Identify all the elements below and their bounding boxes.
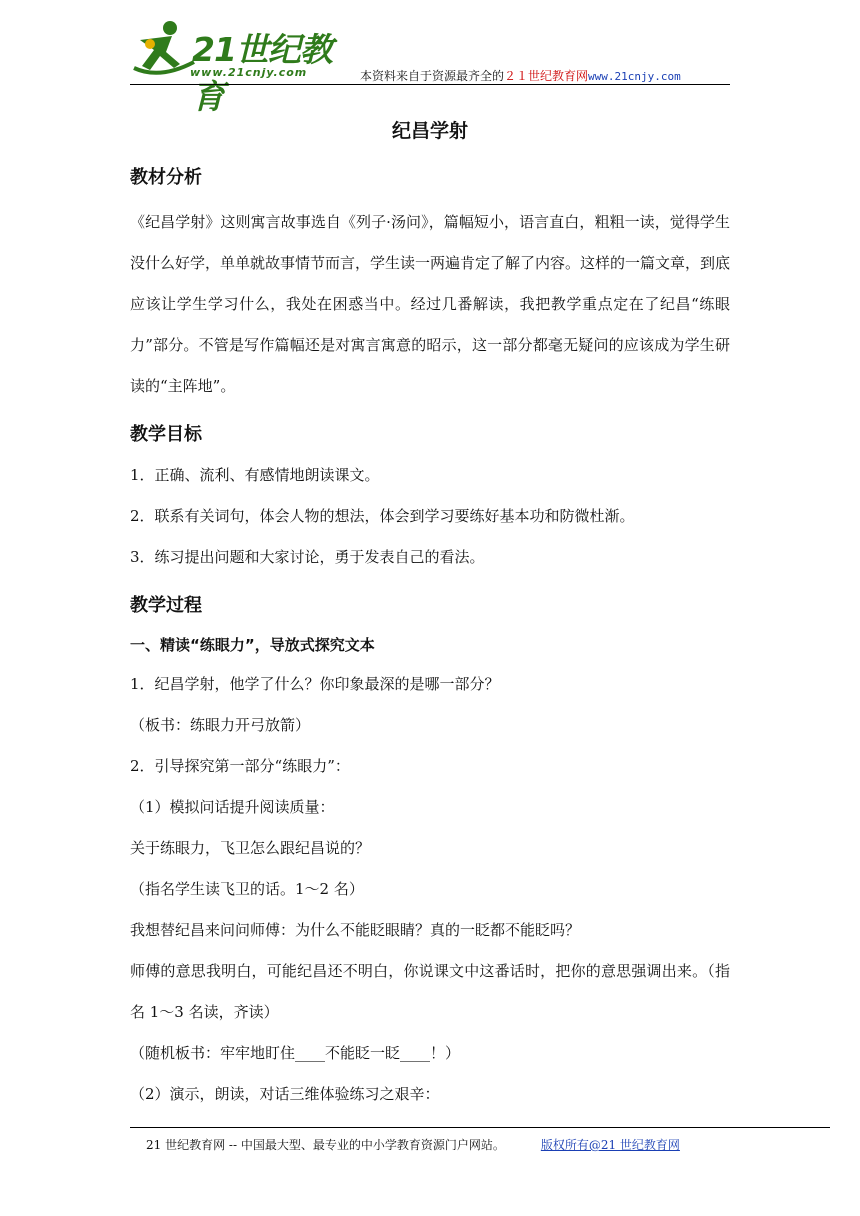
footer-text: 21 世纪教育网 -- 中国最大型、最专业的中小学教育资源门户网站。 <box>146 1138 505 1152</box>
goal-item: 3．练习提出问题和大家讨论，勇于发表自己的看法。 <box>130 548 485 566</box>
process-subheading: 一、精读“练眼力”，导放式探究文本 <box>130 636 375 654</box>
header-url-link[interactable]: www.21cnjy.com <box>588 70 681 83</box>
document-title: 纪昌学射 <box>391 120 468 142</box>
analysis-paragraph: 《纪昌学射》这则寓言故事选自《列子·汤问》，篇幅短小，语言直白，粗粗一读，觉得学生没什么好学，单单就故事情节而言，学生读一两遍肯定了解了内容。这样的一篇文章，到底应该让学生学习什么，我处在困惑当中。经过几番解读，我把教学重点定在了纪昌“练眼力”部分。不管是写作篇幅还是对寓言寓意的昭示，这一部分都毫无疑问的应该成为学生研读的“主阵地”。 <box>130 213 731 395</box>
process-line: 我想替纪昌来问问师傅：为什么不能眨眼睛？真的一眨都不能眨吗？ <box>130 921 581 939</box>
process-line: （板书：练眼力开弓放箭） <box>130 716 311 734</box>
process-line: 关于练眼力，飞卫怎么跟纪昌说的？ <box>130 839 371 857</box>
goal-item: 1．正确、流利、有感情地朗读课文。 <box>130 466 380 484</box>
header-note-prefix: 本资料来自于资源最齐全的 <box>360 69 505 83</box>
process-line: 2．引导探究第一部分“练眼力”： <box>130 757 350 775</box>
process-line: 1．纪昌学射，他学了什么？你印象最深的是哪一部分？ <box>130 675 500 693</box>
logo-url: www.21cnjy.com <box>190 66 308 79</box>
process-line: （随机板书：牢牢地盯住____不能眨一眨____！） <box>130 1044 461 1062</box>
section-heading-goals: 教学目标 <box>130 424 202 445</box>
goal-item: 2．联系有关词句，体会人物的想法，体会到学习要练好基本功和防微杜渐。 <box>130 507 635 525</box>
process-line: （指名学生读飞卫的话。1～2 名） <box>130 880 364 898</box>
section-heading-analysis: 教材分析 <box>130 167 202 188</box>
header-note <box>360 67 681 84</box>
page-header <box>130 18 730 116</box>
site-logo[interactable] <box>130 18 350 116</box>
process-paragraph: 师傅的意思我明白，可能纪昌还不明白，你说课文中这番话时，把你的意思强调出来。（指名 1～3 名读，齐读） <box>130 962 730 1021</box>
logo-text: 21世纪教育 <box>192 30 332 116</box>
document-body <box>130 112 730 1115</box>
process-line: （1）模拟问话提升阅读质量： <box>130 798 335 816</box>
section-heading-process: 教学过程 <box>130 595 202 616</box>
header-site-link[interactable]: ２１世纪教育网 <box>504 69 589 83</box>
footer-divider <box>130 1127 830 1128</box>
page-footer <box>146 1136 680 1153</box>
header-divider <box>130 84 730 85</box>
footer-copyright-link[interactable]: 版权所有@21 世纪教育网 <box>540 1138 680 1152</box>
process-line: （2）演示，朗读，对话三维体验练习之艰辛： <box>130 1085 440 1103</box>
